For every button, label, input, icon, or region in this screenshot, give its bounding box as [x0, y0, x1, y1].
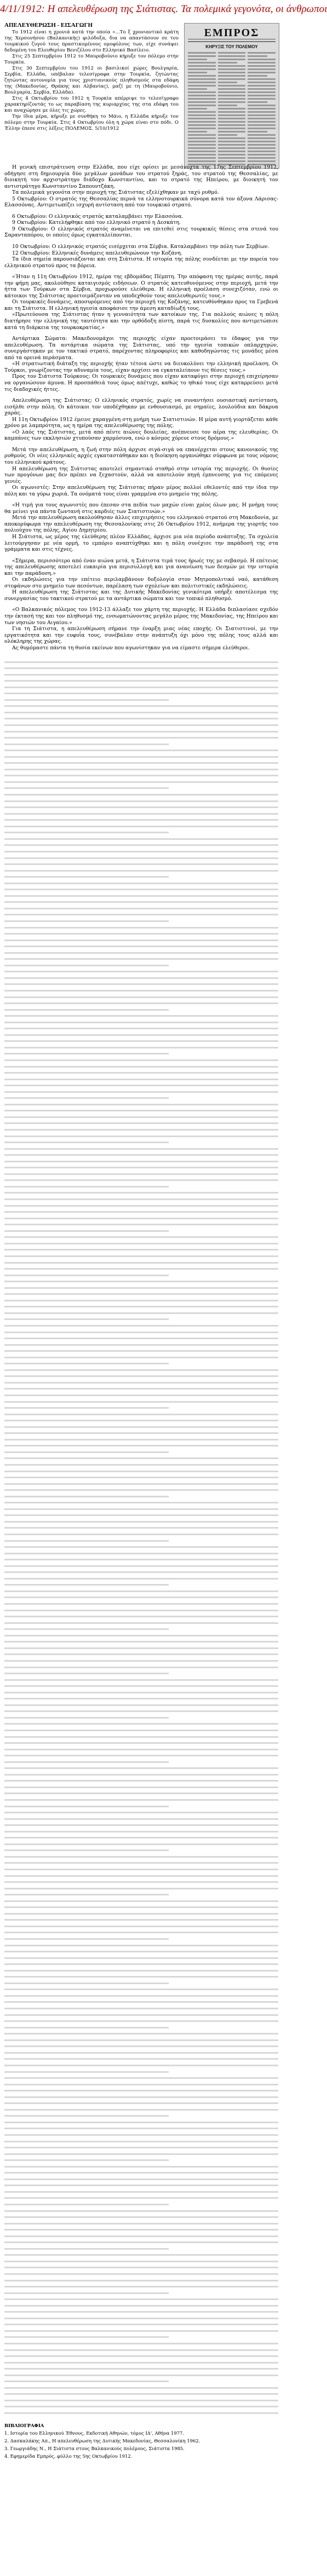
body-paragraph: 9 Οκτωβρίου: Κατελήφθηκε από τον ελληνικό στρατό η Δεσκάτη.	[12, 220, 181, 226]
body-paragraph: Η απελευθέρωση της Σιάτιστας και της Δυτικής Μακεδονίας γενικότερα υπήρξε αποτέλεσμα της συνεργασίας του τακτικού στρατού με τα αντάρτικα σώματα και τον τοπικό πληθυσμό.	[4, 589, 278, 602]
body-paragraph: Η 11η Οκτωβρίου 1912 έμεινε χαραγμένη στη μνήμη των Σιατιστινών. Η μέρα αυτή γιορτάζεται κάθε χρόνο με λαμπρότητα, ως η ημέρα της απελευθέρωσης της πόλης.	[4, 416, 278, 429]
reference-item: 3. Γεωργιάδης Ν., Η Σιάτιστα στους Βαλκανικούς πολέμους, Σιάτιστα 1985.	[4, 2445, 185, 2451]
body-paragraph: 10 Οκτωβρίου: Ο ελληνικός στρατός εισέρχεται στα Σέρβια. Καταλαμβάνει την πόλη των Σερβίων.	[12, 244, 269, 250]
body-paragraph: «Ήταν η 11η Οκτωβρίου 1912, ημέρα της εβδομάδας Πέμπτη. Την απόφαση της ημέρας αυτής, παρά την φήμη μας, ακολούθησε καταιγισμός ειδήσεων. Ο στρατός κατευθυνόμενος στην περιοχή, μετά την ήττα των Τούρκων στα Σέρβια, προχωρούσε ελεύθερα. Η ελληνική προέλαση συνεχιζόταν, ενώ οι κάτοικοι της Σιάτιστας προετοιμάζονταν να υποδεχθούν τους απελευθερωτές τους.»	[4, 274, 278, 299]
newspaper-clipping-image	[184, 23, 279, 169]
body-paragraph: Απελευθέρωση της Σιάτιστας: Ο ελληνικός στρατός, χωρίς να συναντήσει ουσιαστική αντίσταση, εισήλθε στην πόλη. Οι κάτοικοι τον υποδέχθηκαν με ενθουσιασμό, με σημαίες, λουλούδια και δάκρυα χαράς.	[4, 397, 278, 417]
intro-text	[4, 30, 179, 132]
body-paragraph: «Η στρατιωτική διάταξη της περιοχής ήταν τέτοια ώστε να διευκολύνει την ελληνική προέλαση. Οι Τούρκοι, γνωρίζοντας την αδυναμία τους, είχαν αρχίσει να εγκαταλείπουν τις θέσεις τους.»	[4, 361, 278, 373]
intro-paragraph: Στις 30 Σεπτεμβρίου του 1912 οι βασιλικοί χώρες Βουλγαρία, Σερβία, Ελλάδα, υπέβαλαν τελεσίγραφα στην Τουρκία, ζητώντας ζητώντας αυτονομία για τους χριστιανικούς πληθυσμούς στα εδάφη της (Μακεδονίας, Θράκης και Αλβανίας), μαζί με τη (Μαυροβούνιο, Βουλγαρία, Σερβία, Ελλάδα).	[4, 66, 179, 95]
body-paragraph: 9 Οκτωβρίου: Ο ελληνικός στρατός αναμένεται να επιτεθεί στις τουρκικές θέσεις στα στενά του Σαρανταπόρου, οι οποίες όμως εγκαταλείπονται.	[4, 226, 278, 239]
body-paragraph: Η Σιάτιστα, ως μέρος της ελεύθερης πλέον Ελλάδας, άρχισε μια νέα περίοδο ανάπτυξης. Τα σχολεία λειτούργησαν με νέα ορμή, το εμπόριο αναπτύχθηκε και η πόλη συνέχισε την παράδοσή της στα γράμματα και στις τέχνες.	[4, 533, 278, 553]
body-paragraph: Τα ίδια σημεία παρουσιάζονται και στη Σιάτιστα. Η ιστορία της πόλης συνδέεται με την πορεία του ελληνικού στρατού προς τα βόρεια.	[4, 256, 278, 269]
intro-paragraph: Στις 25 Σεπτεμβρίου 1912 το Μαυροβούνιο κήρυξε τον πόλεμο στην Τουρκία.	[4, 54, 179, 65]
newspaper-headline: ΚΗΡΥΞΙΣ ΤΟΥ ΠΟΛΕΜΟΥ	[205, 44, 258, 49]
intro-paragraph: Το 1912 είναι η χρονιά κατά την οποία «...Το ξ χρονιαντικό κράτη της Χερσονήσου (Βαλκανικής) φιλόδοξα, δια να απαντάσουν σε του τουρκικού ζυγού τους πραστικομένους ομοφύλους των, είχε συνάψει δεδομένη του Ελευθερίου Βενιζέλου στο Ελληνικό Βασίλειο.	[4, 30, 179, 53]
body-paragraph: Για τη Σιάτιστα, η απελευθέρωση σήμανε την έναρξη μιας νέας εποχής. Οι Σιατιστινοί, με την εργατικότητα και την ευφυΐα τους, συνέβαλαν στην ανάπτυξη όχι μόνο της πόλης τους αλλά και ολόκληρης της χώρας.	[4, 626, 278, 645]
continued-text-lines	[4, 656, 278, 2419]
body-paragraph: 5 Οκτωβρίου: Ο στρατός της Θεσσαλίας περνά τα ελληνοτουρκικά σύνορα κατά τον άξονα Λάρισας-Ελασσόνας. Αντιμετωπίζει ισχυρή αντίσταση από τον τουρκικό στρατό.	[4, 195, 278, 209]
article-body	[4, 164, 278, 651]
body-paragraph: «Η τιμή για τους αγωνιστές που έπεσαν στα πεδία των μαχών είναι χρέος όλων μας. Η μνήμη τους θα μείνει για πάντα ζωντανή στις καρδιές των Σιατιστινών.»	[4, 502, 278, 515]
intro-paragraph: Την ίδια μέρα, κήρυξε με συνθήκη το Μάιο, η Ελλάδα κήρυξε τον πόλεμο στην Τουρκία. Στις 4 Οκτωβρίου όλη η χώρα είναι στο πόδι. Ο Έλλην έπεσε στις λέξεις ΠΟΛΕΜΟΣ. 5/10/1912	[4, 114, 179, 131]
body-paragraph: 6 Οκτωβρίου: Ο ελληνικός στρατός καταλαμβάνει την Ελασσόνα.	[12, 213, 183, 220]
body-paragraph: «Πρωτεύουσα της Σιάτιστας ήταν η γενναιότητα των κατοίκων της. Για πολλούς αιώνες η πόλη διατήρησε την ελληνική της ταυτότητα και την ορθόδοξη πίστη, παρά τις δυσκολίες που αντιμετώπισε κατά τη διάρκεια της τουρκοκρατίας.»	[4, 312, 278, 331]
body-paragraph: «Ο λαός της Σιάτιστας, μετά από πέντε αιώνες δουλείας, ανέπνευσε τον αέρα της ελευθερίας. Οι καμπάνες των εκκλησιών χτυπούσαν χαρμόσυνα, ενώ ο κόσμος χόρευε στους δρόμους.»	[4, 429, 278, 442]
references	[4, 2423, 278, 2461]
body-paragraph: Αντάρτικα Σώματα: Μακεδονομάχοι της περιοχής είχαν προετοιμάσει το έδαφος για την απελευθέρωση. Τα αντάρτικα σώματα της Σιάτιστας, υπό την ηγεσία τοπικών οπλαρχηγών, συνεργάστηκαν με τον τακτικό στρατό, παρέχοντας πληροφορίες και καθοδηγώντας τις μονάδες μέσα από τα ορεινά περάσματα.	[4, 336, 278, 361]
body-paragraph: Μετά την απελευθέρωση, η ζωή στην πόλη άρχισε σιγά-σιγά να επανέρχεται στους κανονικούς της ρυθμούς. Οι νέες ελληνικές αρχές εγκαταστάθηκαν και η διοίκηση οργανώθηκε σύμφωνα με τους νόμους του ελληνικού κράτους.	[4, 446, 278, 465]
intro-paragraph: Στις 4 Οκτωβρίου του 1912 η Τουρκία απέρριψε το τελεσίγραφο χαρακτηρίζοντάς το ως παραβίαση της κυριαρχίας της στα εδάφη του και αναχώρησε με όλες τις χώρες.	[4, 96, 179, 113]
reference-item: 2. Δασκαλάκης Απ., Η απελευθέρωση της Δυτικής Μακεδονίας, Θεσσαλονίκη 1962.	[4, 2437, 200, 2444]
body-paragraph: «Ο Βαλκανικός πόλεμος του 1912-13 άλλαξε τον χάρτη της περιοχής. Η Ελλάδα διπλασίασε σχεδόν την έκτασή της και τον πληθυσμό της, ενσωματώνοντας μεγάλο μέρος της Μακεδονίας, της Ηπείρου και των νησιών του Αιγαίου.»	[4, 607, 278, 626]
page-title: 4/11/1912: Η απελευθέρωση της Σιάτιστας. Τα πολεμικά γεγονότα, οι άνθρωποι	[0, 3, 327, 15]
reference-item: 1. Ιστορία του Ελληνικού Έθνους, Εκδοτική Αθηνών, τόμος ΙΔ', Αθήνα 1977.	[4, 2430, 184, 2436]
body-paragraph: Η απελευθέρωση της Σιάτιστας αποτελεί σημαντικό σταθμό στην ιστορία της περιοχής. Οι θυσίες των προγόνων μας δεν πρέπει να ξεχαστούν, αλλά να αποτελούν πηγή έμπνευσης για τις επόμενες γενιές.	[4, 465, 278, 485]
intro-heading: ΑΠΕΛΕΥΘΕΡΩΣΗ - ΕΙΣΑΓΩΓΗ	[4, 22, 93, 28]
body-paragraph: Μετά την απελευθέρωση ακολούθησαν άλλες επιχειρήσεις του ελληνικού στρατού στη Μακεδονία, με αποκορύφωμα την απελευθέρωση της Θεσσαλονίκης στις 26 Οκτωβρίου 1912, ανήμερα της γιορτής του πολιούχου της πόλης, Αγίου Δημητρίου.	[4, 515, 278, 534]
body-paragraph: Η γενική επιστράτευση στην Ελλάδα, που είχε ορίσει με μεσάνυχτα της 17ης Σεπτεμβρίου 1912, οδήγησε στη δημιουργία δύο μεγάλων μονάδων του στρατού ξηράς, του στρατού της Θεσσαλίας, με διοικητή τον αρχιστράτηγο διάδοχο Κωνσταντίνο, και το στρατό της Ηπείρου, με διοικητή τον αντιστράτηγο Κωνσταντίνο Σαπουντζάκη.	[4, 164, 278, 189]
body-paragraph: Οι τουρκικές δυνάμεις, αποσυρόμενες από την περιοχή της Κοζάνης, κατευθύνθηκαν προς τα Γρεβενά και τη Σιάτιστα. Η ελληνική ηγεσία αποφάσισε την άμεση καταδίωξή τους.	[4, 299, 278, 312]
body-paragraph: Οι αγωνιστές: Στην απελευθέρωση της Σιάτιστας πήραν μέρος πολλοί εθελοντές από την ίδια την πόλη και τα γύρω χωριά. Τα ονόματά τους είναι γραμμένα στο μνημείο της πόλης.	[4, 485, 278, 497]
body-paragraph: «Σήμερα, περισσότερο από έναν αιώνα μετά, η Σιάτιστα τιμά τους ήρωές της με σεβασμό. Η επέτειος της απελευθέρωσης αποτελεί ευκαιρία για περισυλλογή και για ανανέωση των δεσμών με την ιστορία και την παράδοση.»	[4, 557, 278, 577]
body-paragraph: Οι εκδηλώσεις για την επέτειο περιλαμβάνουν δοξολογία στον Μητροπολιτικό ναό, κατάθεση στεφάνων στο μνημείο των πεσόντων, παρέλαση των σχολείων και πολιτιστικές εκδηλώσεις.	[4, 577, 278, 589]
newspaper-masthead: ΕΜΠΡΟΣ	[188, 27, 276, 39]
references-heading: ΒΙΒΛΙΟΓΡΑΦΙΑ	[4, 2423, 44, 2428]
body-paragraph: Προς τον Σιάτιστα Τούρκους: Οι τουρκικές δυνάμεις που είχαν καταφύγει στην περιοχή επιχείρησαν να οργανώσουν άμυνα. Η προσπάθειά τους όμως απέτυχε, καθώς το ηθικό τους είχε καταρρεύσει μετά τις διαδοχικές ήττες.	[4, 373, 278, 393]
body-paragraph: Ας θυμόμαστε πάντα τη θυσία εκείνων που αγωνίστηκαν για να είμαστε σήμερα ελεύθεροι.	[12, 644, 250, 651]
reference-item: 4. Εφημερίδα Εμπρός, φύλλο της 5ης Οκτωβρίου 1912.	[4, 2453, 133, 2459]
newspaper-columns	[188, 50, 276, 167]
body-paragraph: 12 Οκτωβρίου: Ελληνικές δυνάμεις απελευθερώνουν την Κοζάνη.	[12, 250, 182, 256]
body-paragraph: Τα πολεμικά γεγονότα στην περιοχή της Σιάτιστας εξελίχθηκαν με ταχύ ρυθμό.	[12, 189, 219, 196]
